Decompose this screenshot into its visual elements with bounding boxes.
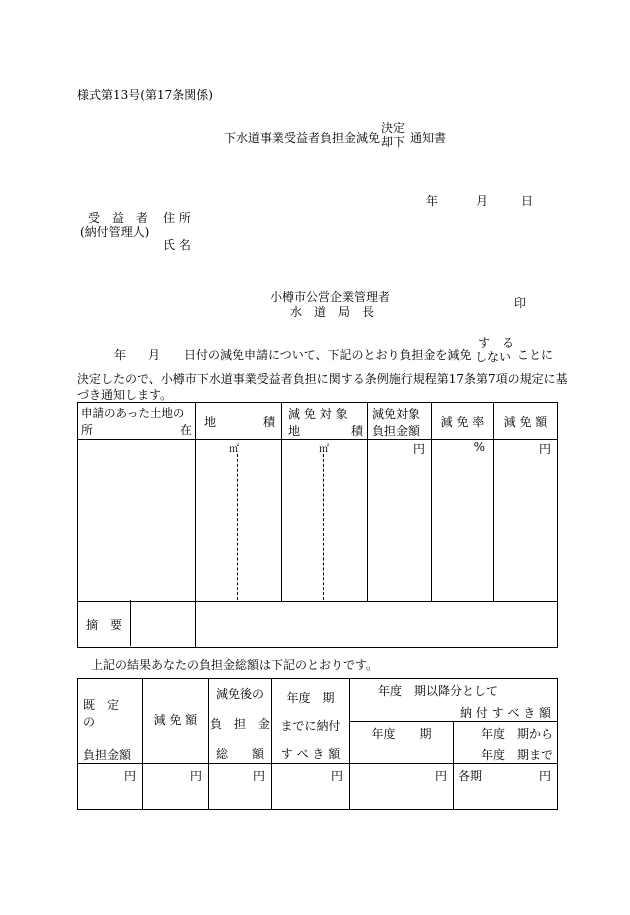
body-option-do: す る [478, 336, 515, 350]
title-suffix: 通知書 [410, 131, 447, 145]
cell-location [78, 440, 196, 602]
document-title: 下水道事業受益者負担金減免 [224, 131, 381, 145]
cell-target-area: ㎡ [282, 440, 368, 602]
body-text-2: ことに [517, 348, 554, 362]
body-line-3: づき通知します。 [77, 388, 173, 402]
header-later-periods: 年度 期以降分として 納 付 す べ き 額 [350, 679, 558, 722]
title-option-rejection: 却下 [381, 135, 406, 149]
date-month: 月 [476, 194, 489, 208]
value-sub-period: 円 [350, 764, 454, 810]
remarks-label: 摘 要 [86, 618, 123, 632]
header-sub-range: 年度 期から 年度 期まで [454, 722, 558, 764]
body-options [475, 336, 514, 364]
header-target-area: 減 免 対 象 地 積 [282, 403, 368, 440]
body-month: 月 [148, 348, 161, 362]
value-after-total: 円 [209, 764, 272, 810]
body-year: 年 [114, 348, 127, 362]
summary-text: 上記の結果あなたの負担金総額は下記のとおりです。 [91, 658, 379, 672]
cell-rate: % [432, 440, 494, 602]
body-text-1: 日付の減免申請について、下記のとおり負担金を減免 [184, 348, 472, 362]
body-option-not: しない [475, 350, 512, 364]
value-fixed-amount: 円 [78, 764, 143, 810]
payment-manager-label: (納付管理人) [80, 225, 150, 239]
remarks-cell [196, 602, 558, 648]
date-year: 年 [426, 194, 439, 208]
header-sub-period: 年度 期 [350, 722, 454, 764]
value-exempt-amount: 円 [143, 764, 209, 810]
header-location: 申請のあった土地の 所 在 [78, 403, 196, 440]
cell-target-amount: 円 [368, 440, 432, 602]
header-area: 地 積 [196, 403, 282, 440]
cell-area: ㎡ [196, 440, 282, 602]
address-label: 住 所 [163, 211, 191, 225]
header-rate: 減 免 率 [432, 403, 494, 440]
remarks-divider [130, 600, 131, 646]
header-after-total: 減免後の 負 担 金 総 額 [209, 679, 272, 764]
issuer-title: 小樽市公営企業管理者 [270, 290, 391, 304]
title-options [381, 121, 405, 149]
issuer-position: 水 道 局 長 [290, 305, 375, 319]
name-label: 氏 名 [163, 238, 191, 252]
exemption-table [77, 402, 558, 648]
header-fixed-amount: 既 定 の 負担金額 [78, 679, 143, 764]
form-number: 様式第13号(第17条関係) [77, 88, 213, 102]
recipient-label: 受 益 者 [88, 211, 149, 225]
header-amount: 減 免 額 [494, 403, 558, 440]
date-day: 日 [521, 194, 534, 208]
cell-amount: 円 [494, 440, 558, 602]
seal-mark: 印 [514, 296, 527, 310]
header-until-period: 年度 期 までに納付 す べ き 額 [272, 679, 350, 764]
summary-table [77, 678, 558, 810]
header-exempt-amount: 減 免 額 [143, 679, 209, 764]
each-period-yen: 円 [539, 769, 552, 783]
each-period-label: 各期 [458, 769, 483, 783]
header-target-amount: 減免対象 負担金額 [368, 403, 432, 440]
value-until-period: 円 [272, 764, 350, 810]
title-option-decision: 決定 [381, 121, 406, 135]
remarks-label-cell [78, 602, 196, 648]
body-line-2: 決定したので、小樽市下水道事業受益者負担に関する条例施行規程第17条第7項の規定に基 [77, 372, 568, 386]
value-sub-range [454, 764, 558, 810]
